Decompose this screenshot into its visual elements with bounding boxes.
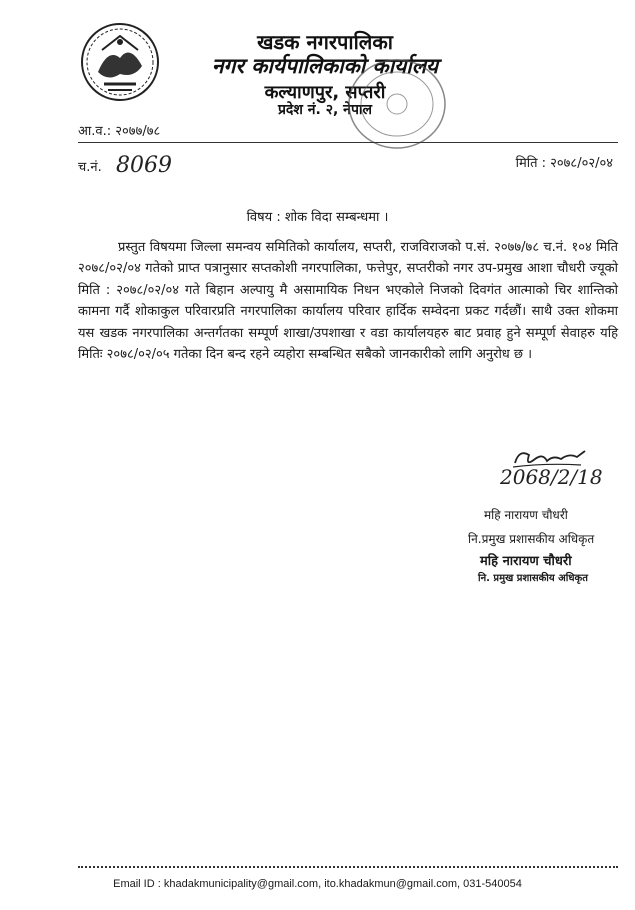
letter-body: प्रस्तुत विषयमा जिल्ला समन्वय समितिको कार्यालय, सप्तरी, राजविराजको प.सं. २०७७/७८ च.नं. १०४ मिति २०७८/०२/०४ गतेको प्राप्त पत्रानुसार सप्तकोशी नगरपालिका, फत्तेपुर, सप्तरीको नगर उप-प्रमुख आशा चौधरी ज्यूको मिति : २०७८/०२/०४ गते बिहान अल्पायु मै असामायिक निधन भएकोले निजको दिवगंत आत्माको चिर शान्तिको कामना गर्दै शोकाकुल परिवारप्रति नगरपालिका कार्यालय परिवार हार्दिक सम्वेदना प्रकट गर्दछौं। साथै उक्त शोकमा यस खडक नगरपालिका अन्तर्गतका सम्पूर्ण शाखा/उपशाखा र वडा कार्यालयहरु बाट प्रवाह हुने सम्पूर्ण सेवाहरु यहि मितिः २०७८/०२/०५ गतेका दिन बन्द रहने व्यहोरा सम्बन्धित सबैको जानकारीको लागि अनुरोध छ । xyxy=(78,240,618,363)
stamp-signatory-title: नि. प्रमुख प्रशासकीय अधिकृत xyxy=(478,573,588,584)
reference-number: 8069 xyxy=(116,153,172,178)
letterhead-address: कल्याणपुर, सप्तरी xyxy=(264,82,386,103)
signatory-title: नि.प्रमुख प्रशासकीय अधिकृत xyxy=(468,532,595,546)
office-stamp-icon xyxy=(345,54,449,154)
signatory-name: महि नारायण चौधरी xyxy=(484,508,568,522)
footer-divider xyxy=(78,866,618,868)
nepal-emblem-icon xyxy=(78,20,162,104)
signature-date: 2068/2/18 xyxy=(500,465,603,489)
fiscal-year: आ.व.: २०७७/७८ xyxy=(78,124,161,139)
footer-contact: Email ID : khadakmunicipality@gmail.com, ito.khadakmun@gmail.com, 031-540054 xyxy=(113,878,522,890)
header-divider xyxy=(78,142,618,143)
letterhead-office: नगर कार्यपालिकाको कार्यालय xyxy=(211,54,439,78)
letterhead-municipality: खडक नगरपालिका xyxy=(257,30,393,54)
letter-subject: विषय : शोक विदा सम्बन्धमा । xyxy=(246,210,389,225)
letter-date: मिति : २०७८/०२/०४ xyxy=(515,156,613,171)
reference-label: च.नं. xyxy=(78,160,102,175)
letterhead-province: प्रदेश नं. २, नेपाल xyxy=(277,102,373,118)
stamp-signatory-name: महि नारायण चौधरी xyxy=(480,554,572,569)
